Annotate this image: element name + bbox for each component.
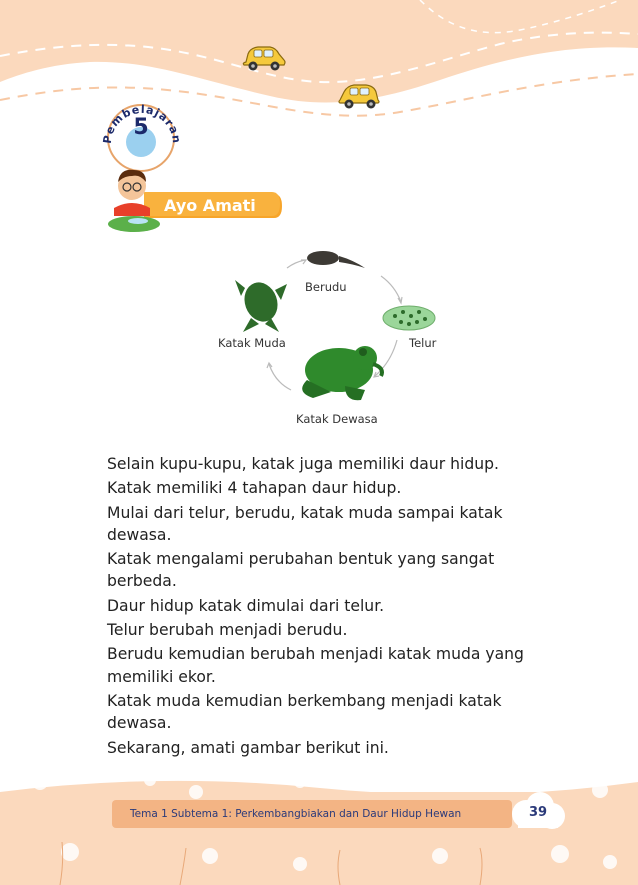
page-number: 39	[528, 805, 548, 820]
body-text	[107, 453, 547, 761]
badge-number: 5	[133, 115, 149, 140]
label-young-frog: Katak Muda	[218, 336, 286, 350]
footer-caption: Tema 1 Subtema 1: Perkembangbiakan dan Daur Hidup Hewan	[130, 808, 462, 820]
cycle-arrow	[287, 260, 305, 268]
paragraph: Berudu kemudian berubah menjadi katak muda yang memiliki ekor.	[107, 645, 524, 686]
label-adult-frog: Katak Dewasa	[296, 412, 378, 426]
section-title: Ayo Amati	[164, 196, 256, 215]
label-egg: Telur	[409, 336, 437, 350]
cycle-arrow	[269, 364, 291, 390]
label-tadpole: Berudu	[305, 280, 347, 294]
tadpole-icon	[307, 251, 365, 268]
paragraph: Sekarang, amati gambar berikut ini.	[107, 738, 389, 757]
paragraph: Mulai dari telur, berudu, katak muda sampai katak dewasa.	[107, 503, 503, 544]
header-wave-decoration	[0, 0, 638, 130]
cycle-arrow	[375, 340, 397, 376]
car-icon	[336, 80, 384, 112]
adult-frog-icon	[302, 346, 382, 400]
paragraph: Katak muda kemudian berkembang menjadi katak dewasa.	[107, 691, 502, 733]
paragraph: Katak memiliki 4 tahapan daur hidup.	[107, 479, 402, 498]
car-icon	[240, 42, 288, 74]
young-frog-icon	[235, 278, 287, 332]
frog-life-cycle-diagram	[195, 240, 455, 430]
paragraph: Katak mengalami perubahan bentuk yang sangat berbeda.	[107, 550, 495, 591]
frog-eggs-icon	[383, 306, 435, 330]
paragraph: Telur berubah menjadi berudu.	[107, 621, 348, 640]
paragraph: Selain kupu-kupu, katak juga memiliki daur hidup.	[107, 455, 499, 473]
paragraph: Daur hidup katak dimulai dari telur.	[107, 596, 385, 615]
badge-letters: Pembelajaran	[100, 102, 184, 145]
